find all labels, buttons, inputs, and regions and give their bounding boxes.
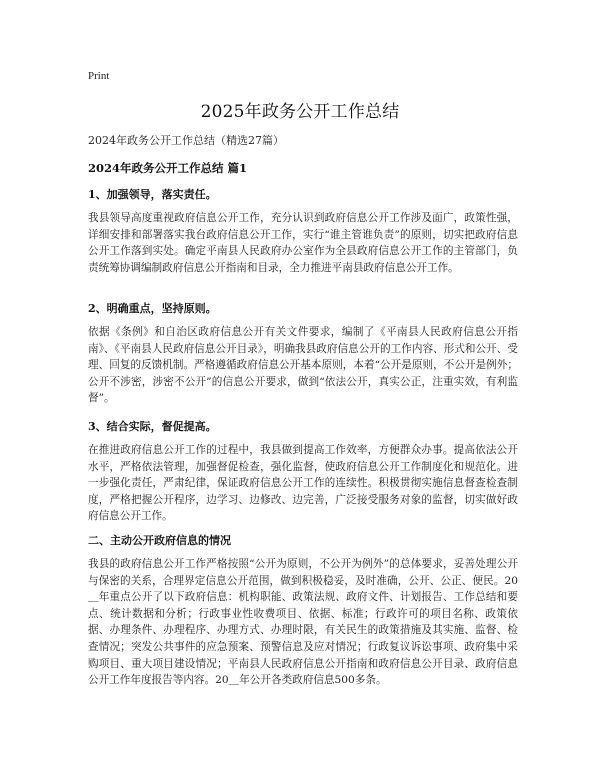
document-title: 2025年政务公开工作总结 — [200, 102, 400, 122]
section-title: 2024年政务公开工作总结 篇1 — [88, 161, 248, 175]
heading-1: 1、加强领导，落实责任。 — [88, 188, 217, 201]
paragraph-3: 在推进政府信息公开工作的过程中，我县做到提高工作效率，方便群众办事。提高依法公开水平，严格依法管理，加强督促检查，强化监督，使政府信息公开工作制度化和规范化。进一步强化责任，严肃纪律，保证政府信息公开工作的连续性。积极贯彻实施信息督查检查制度，严格把握公开程序，边学习、边修改、边完善，广泛接受服务对象的监督，切实做好政府信息公开工作。 — [88, 444, 518, 523]
heading-2: 2、明确重点，坚持原则。 — [88, 302, 217, 315]
paragraph-2: 依据《条例》和自治区政府信息公开有关文件要求，编制了《平南县人民政府信息公开指南》、《平南县人民政府信息公开目录》，明确我县政府信息公开的工作内容、形式和公开、受理、回复的反馈机制。严格遵循政府信息公开基本原则，本着“公开是原则，不公开是例外；公开不涉密，涉密不公开”的信息公开要求，做到“依法公开，真实公正，注重实效，有利监督”。 — [88, 326, 518, 405]
print-link[interactable]: Print — [88, 70, 110, 82]
heading-3: 3、结合实际，督促提高。 — [88, 420, 217, 433]
heading-4: 二、主动公开政府信息的情况 — [88, 534, 231, 547]
paragraph-1: 我县领导高度重视政府信息公开工作，充分认识到政府信息公开工作涉及面广，政策性强，详细安排和部署落实我台政府信息公开工作，实行“谁主管谁负责”的原则，切实把政府信息公开工作落到实处。确定平南县人民政府办公室作为全县政府信息公开工作的主管部门，负责统筹协调编制政府信息公开指南和目录，全力推进平南县政府信息公开工作。 — [88, 212, 518, 274]
paragraph-4: 我县的政府信息公开工作严格按照“公开为原则，不公开为例外”的总体要求，妥善处理公开与保密的关系，合理界定信息公开范围，做到积极稳妥，及时准确，公开、公正、便民。20＿年重点公开了以下政府信息：机构职能、政策法规、政府文件、计划报告、工作总结和要点、统计数据和分析；行政事业性收费项目、依据、标准；行政许可的项目名称、政策依据、办理条件、办理程序、办理方式、办理时限，有关民生的政策措施及其实施、监督、检查情况；突发公共事件的应急预案、预警信息及应对情况；行政复议诉讼事项、政府集中采购项目、重大项目建设情况；平南县人民政府信息公开指南和政府信息公开目录、政府信息公开工作年度报告等内容。20＿年公开各类政府信息500多条。 — [88, 558, 518, 687]
document-subtitle: 2024年政务公开工作总结（精选27篇） — [88, 134, 284, 147]
